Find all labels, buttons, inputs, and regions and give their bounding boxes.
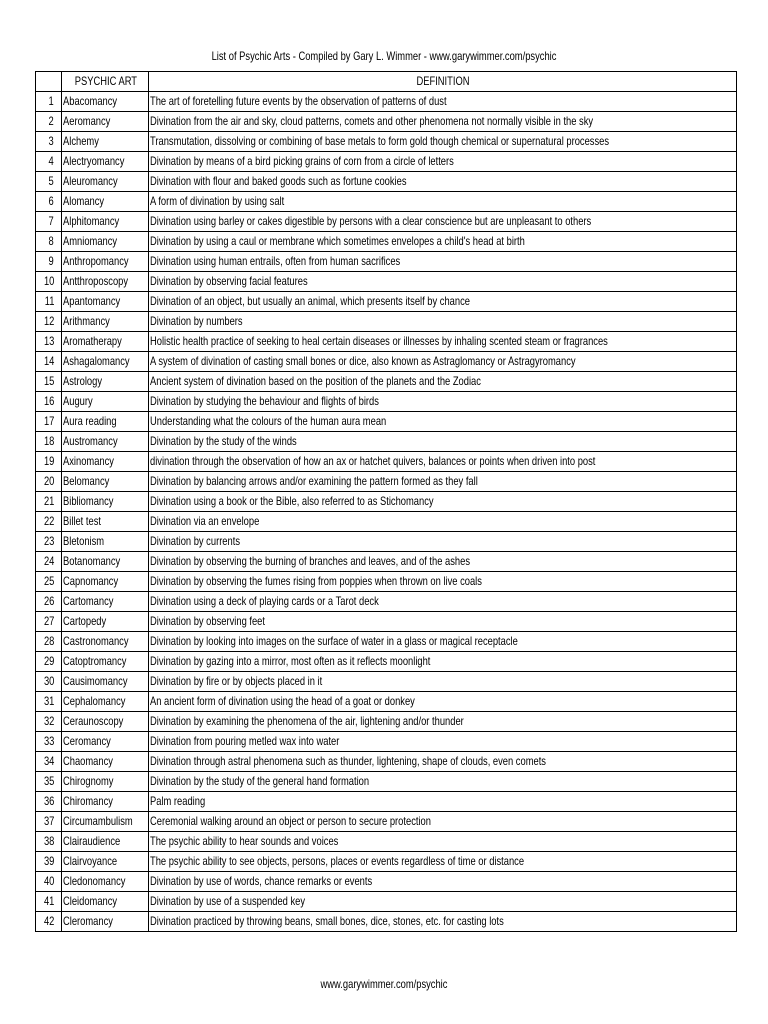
psychic-art-name: Ceraunoscopy xyxy=(62,712,149,732)
definition-text: Divination with flour and baked goods such as fortune cookies xyxy=(149,172,737,192)
psychic-art-name: Clairvoyance xyxy=(62,852,149,872)
table-row xyxy=(36,832,737,852)
definition-text: Holistic health practice of seeking to heal certain diseases or illnesses by inhaling scented steam or fragrances xyxy=(149,332,737,352)
psychic-arts-table xyxy=(35,71,737,932)
row-number: 11 xyxy=(36,292,62,312)
definition-text: The psychic ability to see objects, persons, places or events regardless of time or distance xyxy=(149,852,737,872)
psychic-art-name: Axinomancy xyxy=(62,452,149,472)
definition-text: Understanding what the colours of the human aura mean xyxy=(149,412,737,432)
definition-text: Divination by currents xyxy=(149,532,737,552)
table-row xyxy=(36,572,737,592)
table-row xyxy=(36,872,737,892)
psychic-art-name: Cartopedy xyxy=(62,612,149,632)
definition-text: Divination using barley or cakes digestible by persons with a clear conscience but are unpleasant to others xyxy=(149,212,737,232)
psychic-art-name: Capnomancy xyxy=(62,572,149,592)
definition-text: Divination by using a caul or membrane which sometimes envelopes a child's head at birth xyxy=(149,232,737,252)
definition-text: Divination by observing the fumes rising from poppies when thrown on live coals xyxy=(149,572,737,592)
psychic-art-name: Castronomancy xyxy=(62,632,149,652)
table-row xyxy=(36,712,737,732)
definition-text: Divination by observing the burning of branches and leaves, and of the ashes xyxy=(149,552,737,572)
psychic-art-name: Chirognomy xyxy=(62,772,149,792)
definition-text: Divination by numbers xyxy=(149,312,737,332)
definition-text: Divination through astral phenomena such as thunder, lightening, shape of clouds, even comets xyxy=(149,752,737,772)
table-row xyxy=(36,152,737,172)
definition-text: A form of divination by using salt xyxy=(149,192,737,212)
table-row xyxy=(36,432,737,452)
definition-text: Divination by looking into images on the surface of water in a glass or magical receptacle xyxy=(149,632,737,652)
table-row xyxy=(36,392,737,412)
row-number: 19 xyxy=(36,452,62,472)
table-row xyxy=(36,752,737,772)
row-number: 35 xyxy=(36,772,62,792)
page-title: List of Psychic Arts - Compiled by Gary L. Wimmer - www.garywimmer.com/psychic xyxy=(211,49,557,63)
table-row xyxy=(36,92,737,112)
definition-text: Divination using human entrails, often from human sacrifices xyxy=(149,252,737,272)
table-row xyxy=(36,612,737,632)
definition-text: Divination from the air and sky, cloud patterns, comets and other phenomena not normally visible in the sky xyxy=(149,112,737,132)
psychic-art-name: Aleuromancy xyxy=(62,172,149,192)
table-row xyxy=(36,112,737,132)
table-row xyxy=(36,372,737,392)
table-row xyxy=(36,452,737,472)
table-header-row xyxy=(36,72,737,92)
table-row xyxy=(36,892,737,912)
row-number: 26 xyxy=(36,592,62,612)
psychic-art-name: Alectryomancy xyxy=(62,152,149,172)
table-row xyxy=(36,692,737,712)
row-number: 37 xyxy=(36,812,62,832)
row-number: 16 xyxy=(36,392,62,412)
table-row xyxy=(36,512,737,532)
table-row xyxy=(36,852,737,872)
definition-text: A system of divination of casting small bones or dice, also known as Astraglomancy or Astragyromancy xyxy=(149,352,737,372)
row-number: 20 xyxy=(36,472,62,492)
psychic-art-name: Bibliomancy xyxy=(62,492,149,512)
row-number: 34 xyxy=(36,752,62,772)
table-row xyxy=(36,792,737,812)
table-row xyxy=(36,132,737,152)
psychic-art-name: Belomancy xyxy=(62,472,149,492)
definition-text: Divination by use of words, chance remarks or events xyxy=(149,872,737,892)
definition-text: Divination of an object, but usually an animal, which presents itself by chance xyxy=(149,292,737,312)
row-number: 12 xyxy=(36,312,62,332)
definition-text: The art of foretelling future events by the observation of patterns of dust xyxy=(149,92,737,112)
table-row xyxy=(36,732,737,752)
psychic-art-name: Causimomancy xyxy=(62,672,149,692)
psychic-art-name: Aura reading xyxy=(62,412,149,432)
row-number: 13 xyxy=(36,332,62,352)
psychic-art-name: Bletonism xyxy=(62,532,149,552)
row-number: 5 xyxy=(36,172,62,192)
row-number: 25 xyxy=(36,572,62,592)
row-number: 14 xyxy=(36,352,62,372)
definition-text: Divination by studying the behaviour and flights of birds xyxy=(149,392,737,412)
definition-text: Divination using a deck of playing cards or a Tarot deck xyxy=(149,592,737,612)
psychic-art-name: Apantomancy xyxy=(62,292,149,312)
row-number: 40 xyxy=(36,872,62,892)
row-number: 31 xyxy=(36,692,62,712)
psychic-art-name: Alphitomancy xyxy=(62,212,149,232)
table-row xyxy=(36,632,737,652)
psychic-art-name: Billet test xyxy=(62,512,149,532)
definition-text: Divination by balancing arrows and/or examining the pattern formed as they fall xyxy=(149,472,737,492)
table-row xyxy=(36,912,737,932)
psychic-art-name: Augury xyxy=(62,392,149,412)
row-number: 1 xyxy=(36,92,62,112)
psychic-art-name: Cartomancy xyxy=(62,592,149,612)
row-number: 39 xyxy=(36,852,62,872)
table-row xyxy=(36,592,737,612)
row-number: 7 xyxy=(36,212,62,232)
definition-text: Transmutation, dissolving or combining of base metals to form gold though chemical or supernatural processes xyxy=(149,132,737,152)
row-number: 23 xyxy=(36,532,62,552)
psychic-art-name: Circumambulism xyxy=(62,812,149,832)
psychic-art-name: Catoptromancy xyxy=(62,652,149,672)
definition-text: Divination from pouring metled wax into water xyxy=(149,732,737,752)
row-number: 18 xyxy=(36,432,62,452)
table-row xyxy=(36,472,737,492)
table-row xyxy=(36,212,737,232)
table-row xyxy=(36,812,737,832)
row-number: 17 xyxy=(36,412,62,432)
definition-text: Divination by examining the phenomena of the air, lightening and/or thunder xyxy=(149,712,737,732)
row-number: 21 xyxy=(36,492,62,512)
definition-text: Divination via an envelope xyxy=(149,512,737,532)
table-body xyxy=(36,92,737,932)
psychic-art-name: Arithmancy xyxy=(62,312,149,332)
row-number: 41 xyxy=(36,892,62,912)
row-number: 28 xyxy=(36,632,62,652)
definition-text: Divination by the study of the general hand formation xyxy=(149,772,737,792)
table-row xyxy=(36,672,737,692)
definition-text: Ceremonial walking around an object or person to secure protection xyxy=(149,812,737,832)
psychic-art-name: Cephalomancy xyxy=(62,692,149,712)
row-number: 33 xyxy=(36,732,62,752)
psychic-art-name: Cleidomancy xyxy=(62,892,149,912)
table-row xyxy=(36,232,737,252)
row-number: 9 xyxy=(36,252,62,272)
table-row xyxy=(36,552,737,572)
definition-text: Divination practiced by throwing beans, small bones, dice, stones, etc. for casting lots xyxy=(149,912,737,932)
psychic-art-name: Alchemy xyxy=(62,132,149,152)
definition-text: Divination by fire or by objects placed in it xyxy=(149,672,737,692)
definition-text: Divination using a book or the Bible, also referred to as Stichomancy xyxy=(149,492,737,512)
row-number: 24 xyxy=(36,552,62,572)
table-row xyxy=(36,192,737,212)
header-definition: DEFINITION xyxy=(149,72,737,92)
row-number: 32 xyxy=(36,712,62,732)
psychic-art-name: Amniomancy xyxy=(62,232,149,252)
psychic-art-name: Chaomancy xyxy=(62,752,149,772)
table-row xyxy=(36,292,737,312)
header-psychic-art: PSYCHIC ART xyxy=(62,72,149,92)
row-number: 30 xyxy=(36,672,62,692)
row-number: 15 xyxy=(36,372,62,392)
psychic-art-name: Anthropomancy xyxy=(62,252,149,272)
psychic-art-name: Antthroposcopy xyxy=(62,272,149,292)
row-number: 42 xyxy=(36,912,62,932)
table-row xyxy=(36,332,737,352)
table-row xyxy=(36,772,737,792)
table-row xyxy=(36,492,737,512)
table-row xyxy=(36,412,737,432)
row-number: 22 xyxy=(36,512,62,532)
definition-text: divination through the observation of how an ax or hatchet quivers, balances or points when driven into post xyxy=(149,452,737,472)
page-footer-url: www.garywimmer.com/psychic xyxy=(320,977,448,991)
table-row xyxy=(36,652,737,672)
psychic-art-name: Austromancy xyxy=(62,432,149,452)
definition-text: Divination by gazing into a mirror, most often as it reflects moonlight xyxy=(149,652,737,672)
definition-text: Divination by the study of the winds xyxy=(149,432,737,452)
table-row xyxy=(36,252,737,272)
definition-text: Palm reading xyxy=(149,792,737,812)
psychic-art-name: Alomancy xyxy=(62,192,149,212)
psychic-art-name: Botanomancy xyxy=(62,552,149,572)
row-number: 10 xyxy=(36,272,62,292)
definition-text: The psychic ability to hear sounds and voices xyxy=(149,832,737,852)
row-number: 2 xyxy=(36,112,62,132)
row-number: 4 xyxy=(36,152,62,172)
row-number: 29 xyxy=(36,652,62,672)
psychic-art-name: Abacomancy xyxy=(62,92,149,112)
definition-text: Divination by means of a bird picking grains of corn from a circle of letters xyxy=(149,152,737,172)
row-number: 38 xyxy=(36,832,62,852)
row-number: 6 xyxy=(36,192,62,212)
definition-text: Divination by use of a suspended key xyxy=(149,892,737,912)
psychic-art-name: Cleromancy xyxy=(62,912,149,932)
psychic-art-name: Cledonomancy xyxy=(62,872,149,892)
definition-text: Divination by observing feet xyxy=(149,612,737,632)
table-row xyxy=(36,532,737,552)
table-row xyxy=(36,172,737,192)
psychic-art-name: Aeromancy xyxy=(62,112,149,132)
table-row xyxy=(36,352,737,372)
definition-text: Ancient system of divination based on the position of the planets and the Zodiac xyxy=(149,372,737,392)
header-num xyxy=(36,72,62,92)
definition-text: Divination by observing facial features xyxy=(149,272,737,292)
psychic-art-name: Chiromancy xyxy=(62,792,149,812)
psychic-art-name: Ashagalomancy xyxy=(62,352,149,372)
psychic-art-name: Ceromancy xyxy=(62,732,149,752)
psychic-art-name: Astrology xyxy=(62,372,149,392)
row-number: 3 xyxy=(36,132,62,152)
table-row xyxy=(36,312,737,332)
table-row xyxy=(36,272,737,292)
row-number: 36 xyxy=(36,792,62,812)
psychic-art-name: Clairaudience xyxy=(62,832,149,852)
psychic-art-name: Aromatherapy xyxy=(62,332,149,352)
definition-text: An ancient form of divination using the head of a goat or donkey xyxy=(149,692,737,712)
row-number: 27 xyxy=(36,612,62,632)
row-number: 8 xyxy=(36,232,62,252)
